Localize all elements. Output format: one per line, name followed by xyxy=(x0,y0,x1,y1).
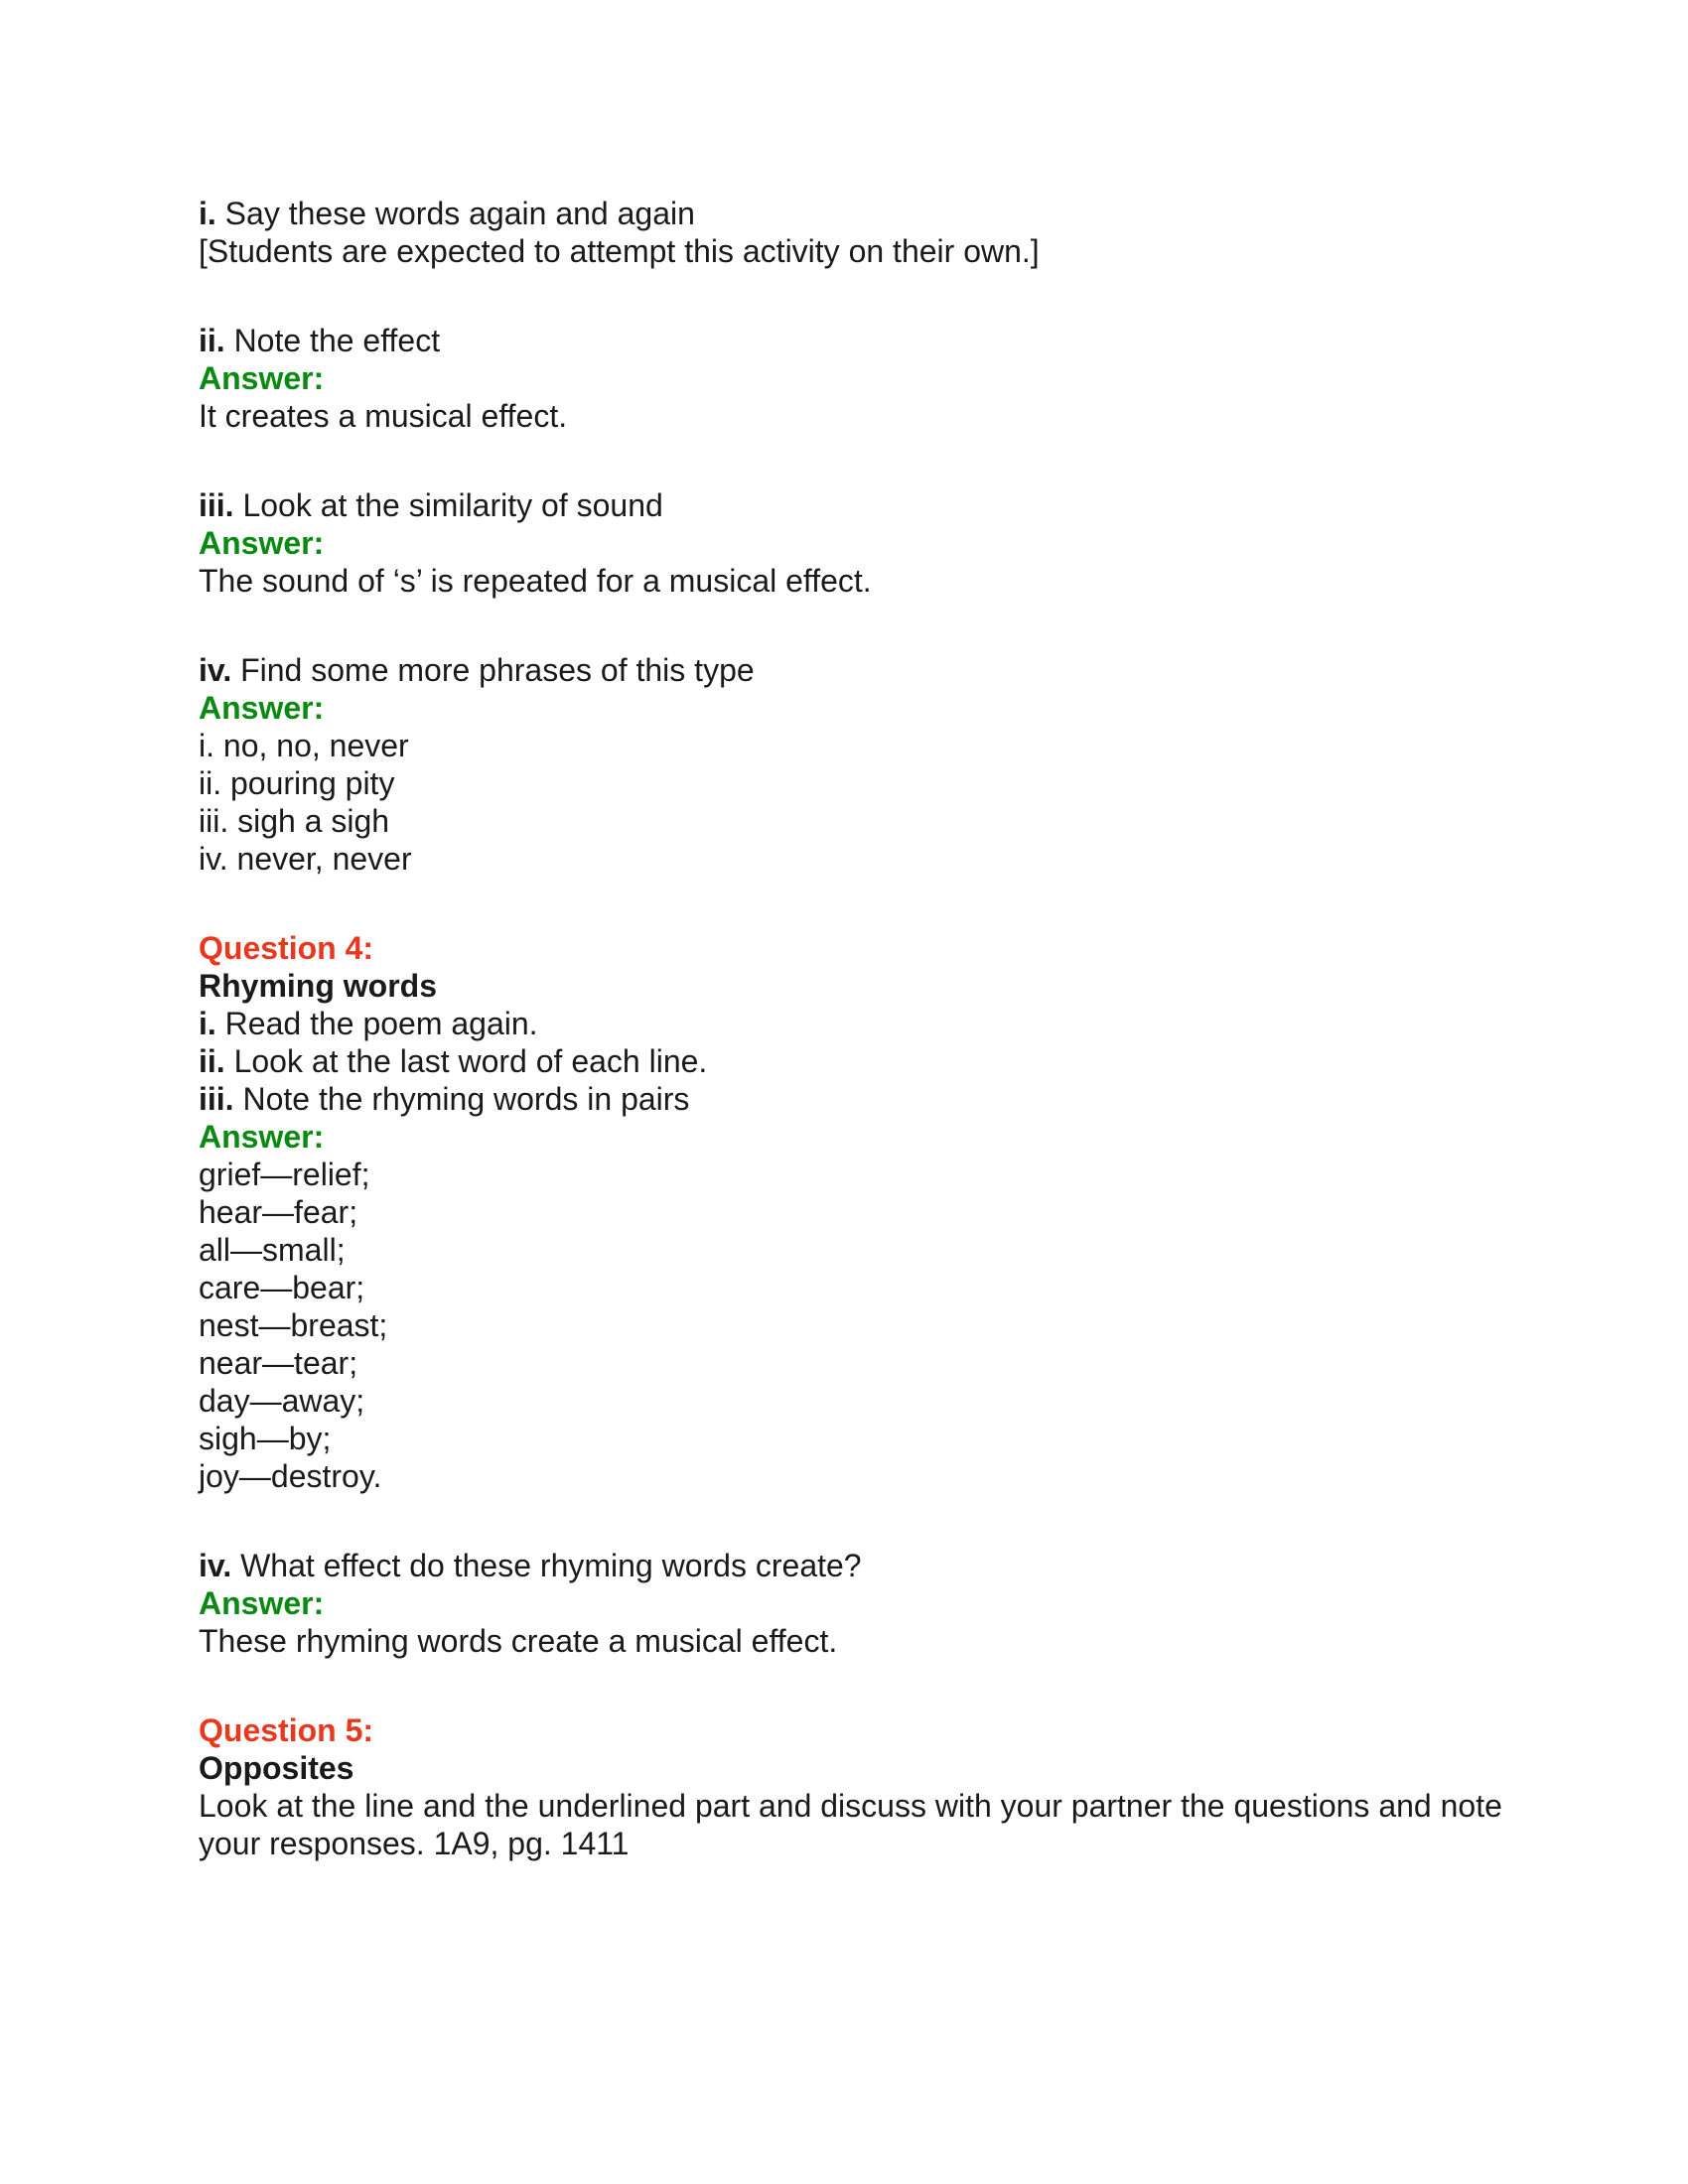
answer-label: Answer: xyxy=(199,1119,325,1155)
step-number: i. xyxy=(199,1006,216,1041)
rhyme-pair: care—bear; xyxy=(199,1270,365,1305)
rhyme-pair: all—small; xyxy=(199,1232,346,1268)
answer-list-item: iii. sigh a sigh xyxy=(199,803,390,839)
answer-text: It creates a musical effect. xyxy=(199,398,568,434)
answer-list-item: iv. never, never xyxy=(199,841,412,877)
answer-label: Answer: xyxy=(199,360,325,396)
question-step xyxy=(199,1042,1529,1080)
item-iii-prompt xyxy=(199,486,1529,524)
item-number: iv. xyxy=(199,652,232,688)
question-5 xyxy=(199,1711,1529,1862)
item-text: Look at the similarity of sound xyxy=(233,487,663,523)
item-number: iii. xyxy=(199,487,234,523)
step-text: What effect do these rhyming words create? xyxy=(231,1548,862,1583)
rhyme-pair: grief—relief; xyxy=(199,1157,370,1192)
rhyme-pair: near—tear; xyxy=(199,1345,358,1381)
question-step xyxy=(199,1547,1529,1584)
question-4 xyxy=(199,929,1529,1660)
item-ii-prompt xyxy=(199,322,1529,359)
answer-text: The sound of ‘s’ is repeated for a musical effect. xyxy=(199,563,872,599)
question-step xyxy=(199,1005,1529,1042)
item-iv xyxy=(199,651,1529,878)
rhyme-pair: nest—breast; xyxy=(199,1307,388,1343)
step-text: Read the poem again. xyxy=(215,1006,538,1041)
step-number: ii. xyxy=(199,1043,225,1079)
item-text: Note the effect xyxy=(224,323,441,358)
question-heading: Rhyming words xyxy=(199,968,438,1004)
answer-list-item: i. no, no, never xyxy=(199,728,409,763)
question-heading: Opposites xyxy=(199,1750,354,1786)
answer-text: These rhyming words create a musical effect. xyxy=(199,1623,838,1659)
question-text: Look at the line and the underlined part and discuss with your partner the questions and note your responses. 1A9, pg. 1411 xyxy=(199,1788,1511,1861)
item-number: i. xyxy=(199,196,216,231)
answer-label: Answer: xyxy=(199,525,325,561)
step-number: iv. xyxy=(199,1548,232,1583)
rhyme-pair: hear—fear; xyxy=(199,1194,358,1230)
rhyme-pair: sigh—by; xyxy=(199,1421,332,1456)
question-label: Question 5: xyxy=(199,1712,374,1748)
item-i xyxy=(199,195,1529,270)
item-number: ii. xyxy=(199,323,225,358)
step-text: Look at the last word of each line. xyxy=(224,1043,708,1079)
answer-list-item: ii. pouring pity xyxy=(199,765,395,801)
rhyme-pair: joy—destroy. xyxy=(199,1458,382,1494)
item-text: Say these words again and again xyxy=(215,196,695,231)
question-step xyxy=(199,1080,1529,1118)
step-number: iii. xyxy=(199,1081,234,1117)
item-iii xyxy=(199,486,1529,600)
item-i-note: [Students are expected to attempt this activity on their own.] xyxy=(199,233,1040,269)
answer-label: Answer: xyxy=(199,690,325,726)
step-text: Note the rhyming words in pairs xyxy=(233,1081,690,1117)
item-ii xyxy=(199,322,1529,435)
item-iv-prompt xyxy=(199,651,1529,689)
rhyme-pair: day—away; xyxy=(199,1383,365,1419)
question-label: Question 4: xyxy=(199,930,374,966)
item-text: Find some more phrases of this type xyxy=(231,652,755,688)
answer-label: Answer: xyxy=(199,1585,325,1621)
item-i-prompt xyxy=(199,195,1529,232)
